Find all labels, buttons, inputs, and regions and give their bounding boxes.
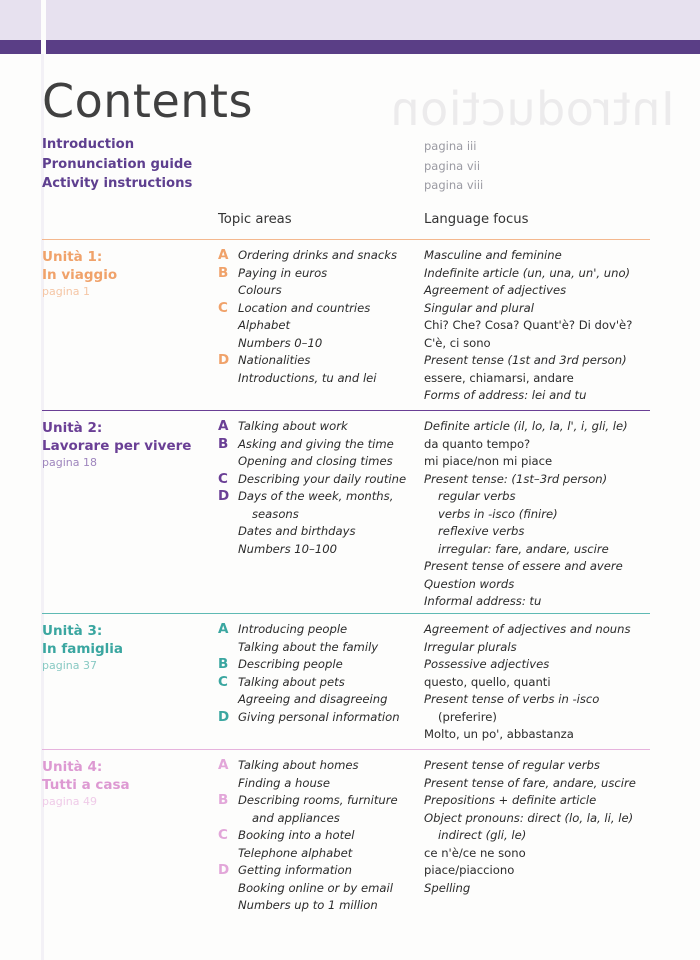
topic-item[interactable]: [218, 352, 418, 370]
language-item: Indefinite article (un, una, un', uno): [424, 265, 631, 280]
unit-page-ref: pagina 1: [42, 285, 90, 298]
topics-column-header: Topic areas: [218, 212, 292, 227]
language-item: Question words: [424, 576, 515, 591]
topic-text: Talking about the family: [238, 639, 379, 654]
topic-item[interactable]: [218, 862, 418, 880]
topic-text: Nationalities: [238, 353, 311, 367]
language-item: essere, chiamarsi, andare: [424, 370, 574, 385]
unit-divider: [42, 410, 650, 411]
language-item: Present tense: (1st–3rd person): [424, 471, 608, 486]
topic-text: Numbers 0–10: [238, 335, 323, 350]
header-gap: [41, 0, 46, 54]
unit-title[interactable]: [42, 419, 191, 455]
topic-text: Describing rooms, furniture: [238, 793, 398, 807]
topic-letter: B: [218, 435, 229, 452]
intro-page: pagina vii: [424, 158, 481, 173]
topic-item[interactable]: [218, 845, 418, 863]
topic-item[interactable]: [218, 775, 418, 793]
topic-item[interactable]: [218, 639, 418, 657]
topic-letter: C: [218, 299, 228, 316]
topic-list: [218, 418, 418, 558]
language-item: Present tense (1st and 3rd person): [424, 353, 627, 367]
topic-letter: C: [218, 827, 228, 843]
intro-page: pagina viii: [424, 178, 484, 192]
language-item: C'è, ci sono: [424, 335, 491, 350]
intro-label[interactable]: Activity instructions: [42, 176, 193, 191]
unit-number: Unità 4:: [42, 759, 103, 775]
topic-letter: B: [218, 792, 229, 808]
topic-text: and appliances: [252, 810, 340, 825]
topic-item[interactable]: [218, 265, 418, 283]
language-item: Agreement of adjectives and nouns: [424, 622, 631, 636]
topic-item[interactable]: [218, 523, 418, 541]
topic-item[interactable]: [218, 880, 418, 898]
unit-name: In famiglia: [42, 641, 124, 657]
topic-text: Introductions, tu and lei: [238, 370, 377, 385]
language-item: Definite article (il, lo, la, l', i, gli, le): [424, 419, 628, 433]
unit-title[interactable]: [42, 622, 123, 658]
topic-text: Talking about pets: [238, 674, 345, 689]
header-stripe: [0, 40, 700, 54]
topic-item[interactable]: [218, 335, 418, 353]
intro-label[interactable]: Introduction: [42, 137, 135, 152]
unit-page-ref: pagina 49: [42, 795, 97, 808]
header-band: [0, 0, 700, 40]
topic-item[interactable]: [218, 691, 418, 709]
topic-text: Booking online or by email: [238, 880, 393, 895]
language-item: Present tense of regular verbs: [424, 758, 600, 772]
language-item: mi piace/non mi piace: [424, 454, 553, 468]
show-through-text: Introduction: [390, 82, 675, 136]
language-item: Present tense of fare, andare, uscire: [424, 775, 636, 790]
language-item: irregular: fare, andare, uscire: [438, 541, 609, 556]
language-item: questo, quello, quanti: [424, 674, 551, 689]
language-item: reflexive verbs: [438, 524, 525, 538]
topic-text: Alphabet: [238, 318, 291, 332]
topic-item[interactable]: [218, 757, 418, 775]
language-column-header: Language focus: [424, 212, 529, 227]
topic-letter: A: [218, 621, 229, 637]
language-item: Molto, un po', abbastanza: [424, 727, 574, 741]
language-item: (preferire): [438, 709, 497, 724]
unit-name: Lavorare per vivere: [42, 438, 192, 454]
topic-text: Getting information: [238, 863, 352, 877]
topic-item[interactable]: [218, 282, 418, 300]
language-item: piace/piacciono: [424, 863, 515, 877]
language-item: Chi? Che? Cosa? Quant'è? Di dov'è?: [424, 318, 633, 332]
topic-text: Ordering drinks and snacks: [238, 248, 398, 262]
topic-letter: B: [218, 656, 229, 672]
unit-name: Tutti a casa: [42, 777, 130, 793]
topic-text: Numbers up to 1 million: [238, 898, 378, 912]
topic-letter: D: [218, 862, 230, 878]
unit-name: In viaggio: [42, 267, 118, 283]
topic-text: Describing your daily routine: [238, 471, 407, 486]
topic-list: [218, 757, 418, 915]
intro-row-activity[interactable]: [42, 176, 662, 196]
intro-page: pagina iii: [424, 139, 477, 153]
language-item: Forms of address: lei and tu: [424, 388, 587, 402]
unit-divider: [42, 613, 650, 614]
topic-item[interactable]: [218, 506, 418, 524]
language-item: da quanto tempo?: [424, 436, 531, 451]
topic-letter: D: [218, 708, 230, 725]
unit-page-ref: pagina 37: [42, 659, 97, 672]
topic-letter: A: [218, 247, 229, 263]
language-item: indirect (gli, le): [438, 828, 527, 842]
topic-item[interactable]: [218, 436, 418, 454]
topic-letter: C: [218, 673, 228, 690]
unit-number: Unità 1:: [42, 249, 103, 265]
topic-text: Agreeing and disagreeing: [238, 692, 388, 706]
topic-text: Telephone alphabet: [238, 845, 353, 860]
unit-number: Unità 3:: [42, 623, 103, 639]
language-item: Spelling: [424, 880, 471, 895]
topic-text: Talking about work: [238, 419, 348, 433]
topic-letter: A: [218, 757, 229, 773]
topic-text: Colours: [238, 283, 282, 297]
topic-text: Opening and closing times: [238, 454, 393, 468]
topic-list: [218, 247, 418, 387]
unit-title[interactable]: [42, 758, 130, 794]
topic-text: Asking and giving the time: [238, 436, 394, 451]
language-item: Possessive adjectives: [424, 657, 550, 671]
language-item: Masculine and feminine: [424, 248, 562, 262]
topic-item[interactable]: [218, 810, 418, 828]
topic-text: Giving personal information: [238, 709, 400, 724]
language-item: verbs in -isco (finire): [438, 506, 558, 521]
language-list: [424, 621, 660, 744]
topic-item[interactable]: [218, 674, 418, 692]
language-item: Irregular plurals: [424, 639, 517, 654]
topic-text: Paying in euros: [238, 265, 328, 280]
topic-item[interactable]: [218, 247, 418, 265]
topic-item[interactable]: [218, 656, 418, 674]
topic-item[interactable]: [218, 792, 418, 810]
topic-text: Location and countries: [238, 300, 371, 315]
topic-letter: D: [218, 488, 230, 504]
unit-page-ref: pagina 18: [42, 456, 97, 469]
intro-row-pronunciation[interactable]: [42, 157, 662, 177]
topic-text: Describing people: [238, 657, 343, 671]
language-item: Present tense of essere and avere: [424, 559, 623, 573]
topic-item[interactable]: [218, 541, 418, 559]
unit-divider: [42, 749, 650, 750]
language-item: Present tense of verbs in -isco: [424, 692, 600, 706]
topic-letter: C: [218, 470, 228, 487]
topic-item[interactable]: [218, 471, 418, 489]
intro-list: [42, 137, 662, 196]
topic-item[interactable]: [218, 317, 418, 335]
language-item: Informal address: tu: [424, 594, 542, 608]
language-list: [424, 247, 660, 405]
topic-item[interactable]: [218, 827, 418, 845]
language-list: [424, 757, 660, 897]
intro-row-introduction[interactable]: [42, 137, 662, 157]
topic-text: Days of the week, months,: [238, 489, 394, 503]
topic-item[interactable]: [218, 418, 418, 436]
language-item: ce n'è/ce ne sono: [424, 845, 526, 860]
language-item: Agreement of adjectives: [424, 283, 567, 297]
language-item: Object pronouns: direct (lo, la, li, le): [424, 810, 634, 825]
topic-item[interactable]: [218, 621, 418, 639]
unit-number: Unità 2:: [42, 420, 103, 436]
unit-divider: [42, 239, 650, 240]
topic-text: Introducing people: [238, 622, 348, 636]
unit-title[interactable]: [42, 248, 117, 284]
topic-item[interactable]: [218, 453, 418, 471]
topic-list: [218, 621, 418, 726]
topic-text: Numbers 10–100: [238, 541, 337, 556]
language-item: Singular and plural: [424, 300, 534, 315]
topic-item[interactable]: [218, 897, 418, 915]
topic-item[interactable]: [218, 370, 418, 388]
topic-letter: D: [218, 352, 230, 368]
topic-letter: A: [218, 418, 229, 434]
topic-text: Talking about homes: [238, 758, 359, 772]
page-title: Contents: [42, 74, 253, 128]
topic-item[interactable]: [218, 709, 418, 727]
intro-label[interactable]: Pronunciation guide: [42, 156, 193, 172]
language-list: [424, 418, 660, 611]
topic-text: seasons: [252, 506, 299, 521]
topic-item[interactable]: [218, 300, 418, 318]
topic-text: Finding a house: [238, 775, 330, 790]
topic-letter: B: [218, 264, 229, 281]
topic-text: Dates and birthdays: [238, 524, 356, 538]
language-item: regular verbs: [438, 489, 516, 503]
topic-item[interactable]: [218, 488, 418, 506]
language-item: Prepositions + definite article: [424, 793, 597, 807]
topic-text: Booking into a hotel: [238, 828, 355, 842]
